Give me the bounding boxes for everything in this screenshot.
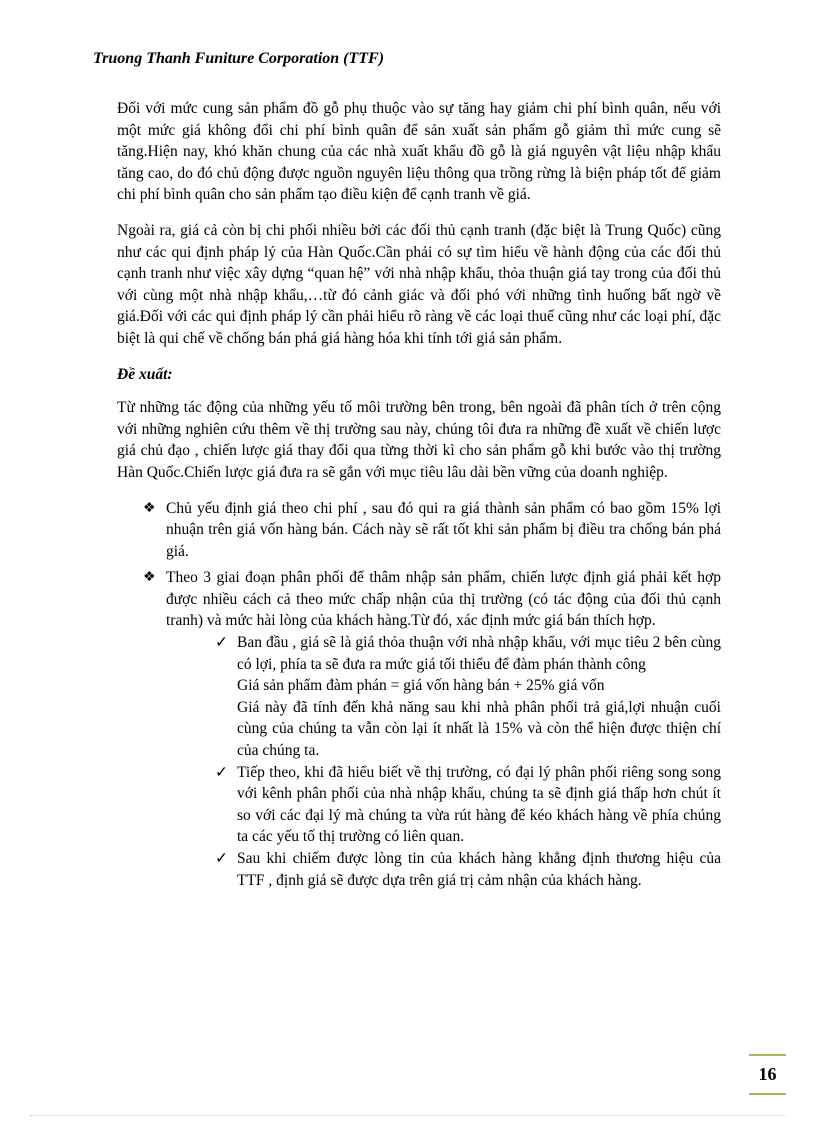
phase-text: Ban đầu , giá sẽ là giá thỏa thuận với nhà nhập khẩu, với mục tiêu 2 bên cùng có lợi, phía ta sẽ đưa ra mức giá tối thiểu để đàm phán thành công <box>237 634 721 673</box>
checkmark-icon: ✓ <box>215 850 228 867</box>
proposal-item <box>117 498 721 563</box>
proposal-text: Theo 3 giai đoạn phân phối để thâm nhập sản phẩm, chiến lược định giá phải kết hợp được nhiều cách cả theo mức chấp nhận của thị trường (có tác động của đối thủ cạnh tranh) và mức hài lòng của khách hàng.Từ đó, xác định mức giá bán thích hợp. <box>166 569 721 630</box>
paragraph-competition: Ngoài ra, giá cả còn bị chi phối nhiều bởi các đối thủ cạnh tranh (đặc biệt là Trung Quốc) cũng như các qui định pháp lý của Hàn Quốc.Cần phải có sự tìm hiểu về hành động của các đối thủ cạnh tranh như việc xây dựng “quan hệ” với nhà nhập khẩu, thỏa thuận giá tay trong của đối thủ với cùng một nhà nhập khẩu,…từ đó cảnh giác và đối phó với những tình huống bất ngờ về giá.Đối với các qui định pháp lý cần phải hiểu rõ ràng về các loại thuế cũng như các loại phí, đặc biệt là qui chế về chống bán phá giá hàng hóa khi tính tới giá sản phẩm. <box>117 221 721 347</box>
diamond-bullet-icon: ❖ <box>143 500 156 516</box>
phase-item <box>215 848 721 891</box>
phase-text: Giá này đã tính đến khả năng sau khi nhà phân phối trả giá,lợi nhuận cuối cùng của chúng ta vẫn còn lại ít nhất là 15% và còn thể hiện được thiện chí của chúng ta. <box>237 698 721 760</box>
proposal-list <box>117 498 721 892</box>
section-intro: Từ những tác động của những yếu tố môi trường bên trong, bên ngoài đã phân tích ở trên cộng với những nghiên cứu thêm về thị trường sau này, chúng tôi đưa ra những đề xuất về chiến lược giá chủ đạo , chiến lược giá thay đổi qua từng thời kì cho sản phẩm gỗ khi bước vào thị trường Hàn Quốc.Chiến lược giá đưa ra sẽ gắn với mục tiêu lâu dài bền vững của doanh nghiệp. <box>117 399 721 481</box>
phase-text: Sau khi chiếm được lòng tin của khách hàng khẳng định thương hiệu của TTF , định giá sẽ được dựa trên giá trị cảm nhận của khách hàng. <box>237 850 721 889</box>
footer-divider <box>30 1115 786 1116</box>
phase-item <box>215 632 721 762</box>
checkmark-icon: ✓ <box>215 634 228 652</box>
paragraph-supply: Đối với mức cung sản phẩm đồ gỗ phụ thuộc vào sự tăng hay giảm chi phí bình quân, nếu với một mức giá không đổi chi phí bình quân để sản xuất sản phẩm gỗ giảm thì mức cung sẽ tăng.Hiện nay, khó khăn chung của các nhà xuất khẩu đồ gỗ là giá nguyên vật liệu nhập khẩu tăng cao, do đó chủ động được nguồn nguyên liệu thông qua trồng rừng là biện pháp tốt để giảm chi phí bình quân cho sản phẩm tạo điều kiện để cạnh tranh về giá. <box>117 100 721 204</box>
proposal-text: Chủ yếu định giá theo chi phí , sau đó qui ra giá thành sản phẩm có bao gồm 15% lợi nhuận trên giá vốn hàng bán. Cách này sẽ rất tốt khi sản phẩm bị điều tra chống bán phá giá. <box>166 499 721 560</box>
page-number: 16 <box>749 1054 786 1095</box>
phase-text: Tiếp theo, khi đã hiểu biết về thị trường, có đại lý phân phối riêng song song với kênh phân phối của nhà nhập khẩu, chúng ta sẽ định giá thấp hơn chút ít so với các đại lý mà chúng ta vừa rút hàng để kéo khách hàng về phía chúng ta các yếu tố thị trường có liên quan. <box>237 763 721 846</box>
diamond-bullet-icon: ❖ <box>143 570 156 586</box>
checkmark-icon: ✓ <box>215 763 228 781</box>
phase-item <box>215 762 721 848</box>
document-body <box>117 98 721 896</box>
phase-formula: Giá sản phẩm đàm phán = giá vốn hàng bán + 25% giá vốn <box>237 677 605 695</box>
phase-list <box>166 632 721 891</box>
proposal-item <box>117 567 721 891</box>
document-header: Truong Thanh Funiture Corporation (TTF) <box>93 50 385 67</box>
section-title: Đề xuất: <box>117 365 173 383</box>
